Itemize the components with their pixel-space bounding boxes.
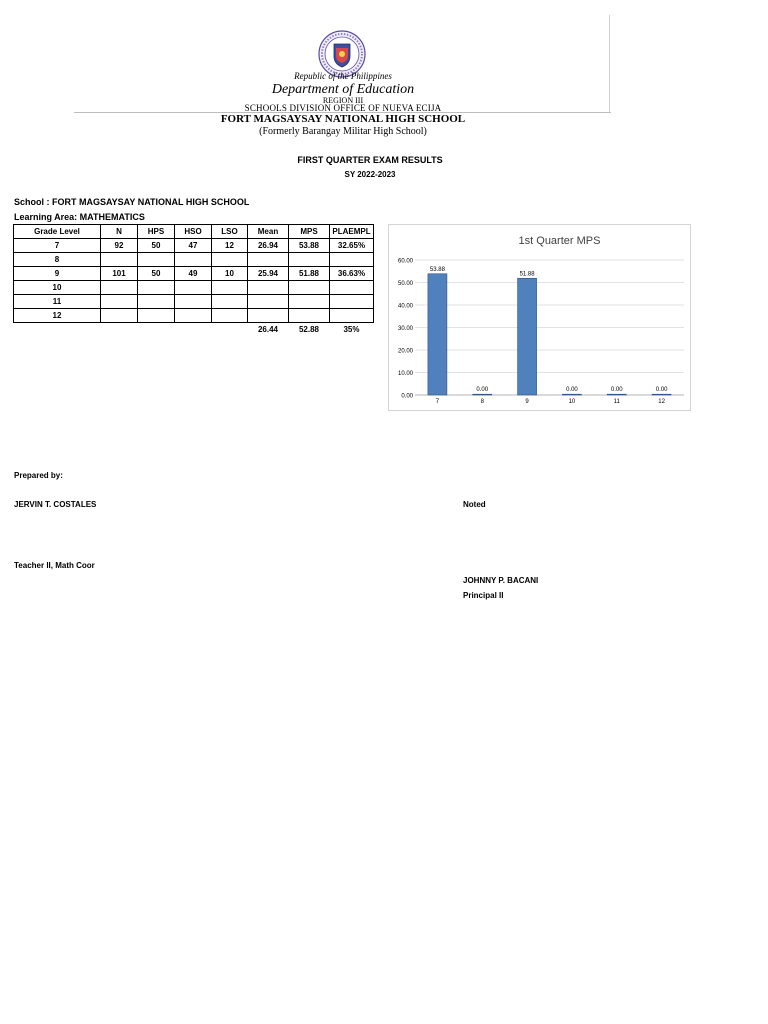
x-tick-label: 8 xyxy=(480,399,484,405)
region-line: REGION III xyxy=(322,96,364,105)
table-cell xyxy=(289,309,330,323)
header-cell: HPS xyxy=(138,225,175,239)
bar xyxy=(652,394,671,395)
y-tick-label: 0.00 xyxy=(401,393,413,400)
table-cell xyxy=(101,323,138,337)
table-cell xyxy=(248,295,289,309)
bar xyxy=(518,278,537,395)
table-cell xyxy=(330,309,374,323)
school-year: SY 2022-2023 xyxy=(344,170,396,179)
table-cell xyxy=(138,323,175,337)
department-name: Department of Education xyxy=(271,82,415,97)
data-label: 0.00 xyxy=(566,387,578,394)
table-cell: 47 xyxy=(175,239,212,253)
table-header-row xyxy=(14,225,374,239)
data-label: 0.00 xyxy=(610,387,623,394)
table-cell xyxy=(212,295,248,309)
table-row xyxy=(14,253,374,267)
table-cell: 25.94 xyxy=(248,267,289,281)
table-cell xyxy=(212,281,248,295)
x-tick-label: 7 xyxy=(435,399,440,405)
table-row xyxy=(14,267,374,281)
school-name: FORT MAGSAYSAY NATIONAL HIGH SCHOOL xyxy=(220,113,466,125)
table-cell xyxy=(248,281,289,295)
table-cell: 32.65% xyxy=(330,239,374,253)
table-cell xyxy=(175,281,212,295)
y-tick-label: 50.00 xyxy=(397,281,413,287)
y-tick-label: 10.00 xyxy=(397,371,413,377)
data-label: 51.88 xyxy=(519,271,535,278)
republic-line: Republic of the Philippines xyxy=(294,71,392,81)
bar xyxy=(428,274,447,395)
data-label: 0.00 xyxy=(476,387,489,394)
table-cell xyxy=(101,253,138,267)
report-title: FIRST QUARTER EXAM RESULTS xyxy=(297,155,443,165)
table-cell: 49 xyxy=(175,267,212,281)
header-cell: Grade Level xyxy=(14,225,101,239)
table-cell xyxy=(289,281,330,295)
table-row xyxy=(14,281,374,295)
division-line: SCHOOLS DIVISION OFFICE OF NUEVA ECIJA xyxy=(244,103,442,113)
preparer-name: JERVIN T. COSTALES xyxy=(14,500,97,509)
header-cell: HSO xyxy=(175,225,212,239)
y-tick-label: 20.00 xyxy=(397,348,413,355)
table-cell xyxy=(330,295,374,309)
table-cell: 10 xyxy=(212,267,248,281)
noter-name: JOHNNY P. BACANI xyxy=(463,576,539,585)
school-info: School : FORT MAGSAYSAY NATIONAL HIGH SCHOOL xyxy=(14,197,250,207)
table-cell xyxy=(248,309,289,323)
table-row xyxy=(14,295,374,309)
learning-area: Learning Area: MATHEMATICS xyxy=(14,212,145,222)
table-cell: 50 xyxy=(138,267,175,281)
table-cell xyxy=(138,309,175,323)
total-mps: 52.88 xyxy=(298,325,320,334)
data-label: 0.00 xyxy=(655,387,668,394)
y-tick-label: 60.00 xyxy=(397,258,413,265)
table-cell: 92 xyxy=(101,239,138,253)
total-mean: 26.44 xyxy=(257,325,279,334)
preparer-title: Teacher II, Math Coor xyxy=(14,561,95,570)
x-tick-label: 10 xyxy=(568,399,576,405)
x-tick-label: 12 xyxy=(658,399,665,405)
table-cell: 101 xyxy=(101,267,138,281)
table-cell: 7 xyxy=(14,239,101,253)
table-cell xyxy=(138,295,175,309)
totals-row xyxy=(14,323,374,337)
table-cell: 9 xyxy=(14,267,101,281)
table-cell xyxy=(138,281,175,295)
table-cell xyxy=(212,323,248,337)
table-cell: 53.88 xyxy=(289,239,330,253)
table-cell xyxy=(175,323,212,337)
x-tick-label: 9 xyxy=(525,399,529,405)
noter-title: Principal II xyxy=(463,591,504,600)
table-cell xyxy=(289,253,330,267)
table-cell xyxy=(101,281,138,295)
total-plaempl: 35% xyxy=(343,325,360,334)
prepared-by-label: Prepared by: xyxy=(14,471,63,480)
header-right-border xyxy=(609,15,610,113)
table-cell xyxy=(175,295,212,309)
header-cell: LSO xyxy=(212,225,248,239)
table-cell xyxy=(248,253,289,267)
table-cell xyxy=(212,309,248,323)
chart-title: 1st Quarter MPS xyxy=(518,235,601,247)
header-cell: PLAEMPL xyxy=(330,225,374,239)
table-cell: 50 xyxy=(138,239,175,253)
bar xyxy=(473,394,492,395)
table-cell: 12 xyxy=(212,239,248,253)
x-tick-label: 11 xyxy=(613,399,620,405)
table-cell: 8 xyxy=(14,253,101,267)
mps-bar-chart xyxy=(388,224,691,411)
table-cell xyxy=(175,253,212,267)
bar xyxy=(562,394,581,395)
results-table xyxy=(13,224,374,336)
table-cell: 11 xyxy=(14,295,101,309)
table-cell xyxy=(289,295,330,309)
table-cell xyxy=(175,309,212,323)
table-cell: 26.94 xyxy=(248,239,289,253)
table-cell: 12 xyxy=(14,309,101,323)
table-row xyxy=(14,309,374,323)
bar xyxy=(607,394,626,395)
table-cell: 10 xyxy=(14,281,101,295)
table-row xyxy=(14,239,374,253)
table-cell xyxy=(101,309,138,323)
data-label: 53.88 xyxy=(429,266,445,273)
former-name: (Formerly Barangay Militar High School) xyxy=(259,126,427,137)
header-cell: Mean xyxy=(248,225,289,239)
table-cell xyxy=(101,295,138,309)
table-cell: 36.63% xyxy=(330,267,374,281)
y-tick-label: 40.00 xyxy=(397,303,413,310)
header-cell: N xyxy=(101,225,138,239)
table-cell xyxy=(14,323,101,337)
noted-label: Noted xyxy=(463,500,486,509)
table-cell xyxy=(212,253,248,267)
table-cell xyxy=(330,253,374,267)
header-cell: MPS xyxy=(289,225,330,239)
table-cell xyxy=(330,281,374,295)
y-tick-label: 30.00 xyxy=(397,326,413,332)
table-cell xyxy=(138,253,175,267)
table-cell: 51.88 xyxy=(289,267,330,281)
